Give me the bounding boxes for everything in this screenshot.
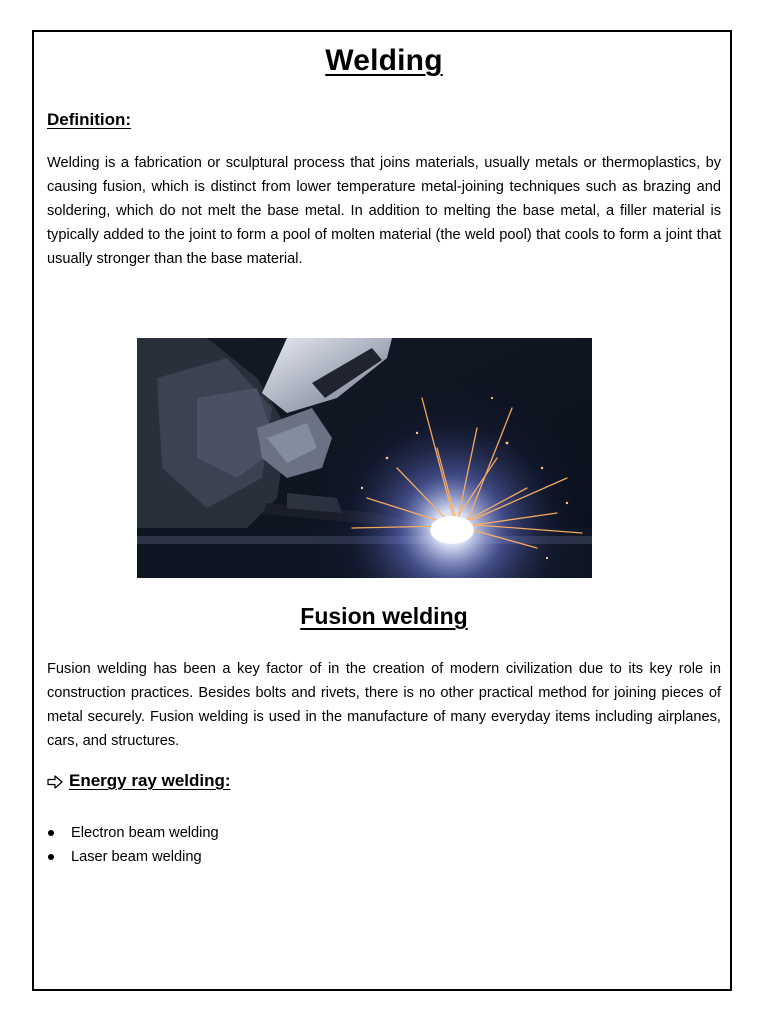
list-item-label: Electron beam welding — [71, 825, 219, 841]
fusion-paragraph: Fusion welding has been a key factor of in the creation of modern civilization due to its key role in construction practices. Besides bolts and rivets, there is no other practical method for joining pieces of metal securely. Fusion welding is used in the manufacture of many everyday items including airplanes, cars, and structures. — [47, 661, 721, 749]
bullet-icon — [48, 854, 54, 860]
bullet-icon — [48, 830, 54, 836]
definition-paragraph: Welding is a fabrication or sculptural process that joins materials, usually metals or thermoplastics, by causing fusion, which is distinct from lower temperature metal-joining techniques such as brazing and soldering, which do not melt the base metal. In addition to melting the base metal, a filler material is typically added to the joint to form a pool of molten material (the weld pool) that cools to form a joint that usually stronger than the base material. — [47, 155, 721, 267]
welding-photo — [137, 338, 592, 578]
list-item — [47, 845, 219, 869]
fusion-welding-title: Fusion welding — [300, 603, 468, 629]
page-title: Welding — [325, 44, 443, 77]
energy-ray-list — [47, 821, 219, 869]
right-arrow-outline-icon — [47, 774, 63, 788]
energy-ray-heading — [47, 771, 231, 791]
list-item — [47, 821, 219, 845]
energy-ray-heading-text: Energy ray welding: — [69, 771, 231, 790]
definition-label: Definition: — [47, 110, 132, 129]
list-item-label: Laser beam welding — [71, 849, 202, 865]
